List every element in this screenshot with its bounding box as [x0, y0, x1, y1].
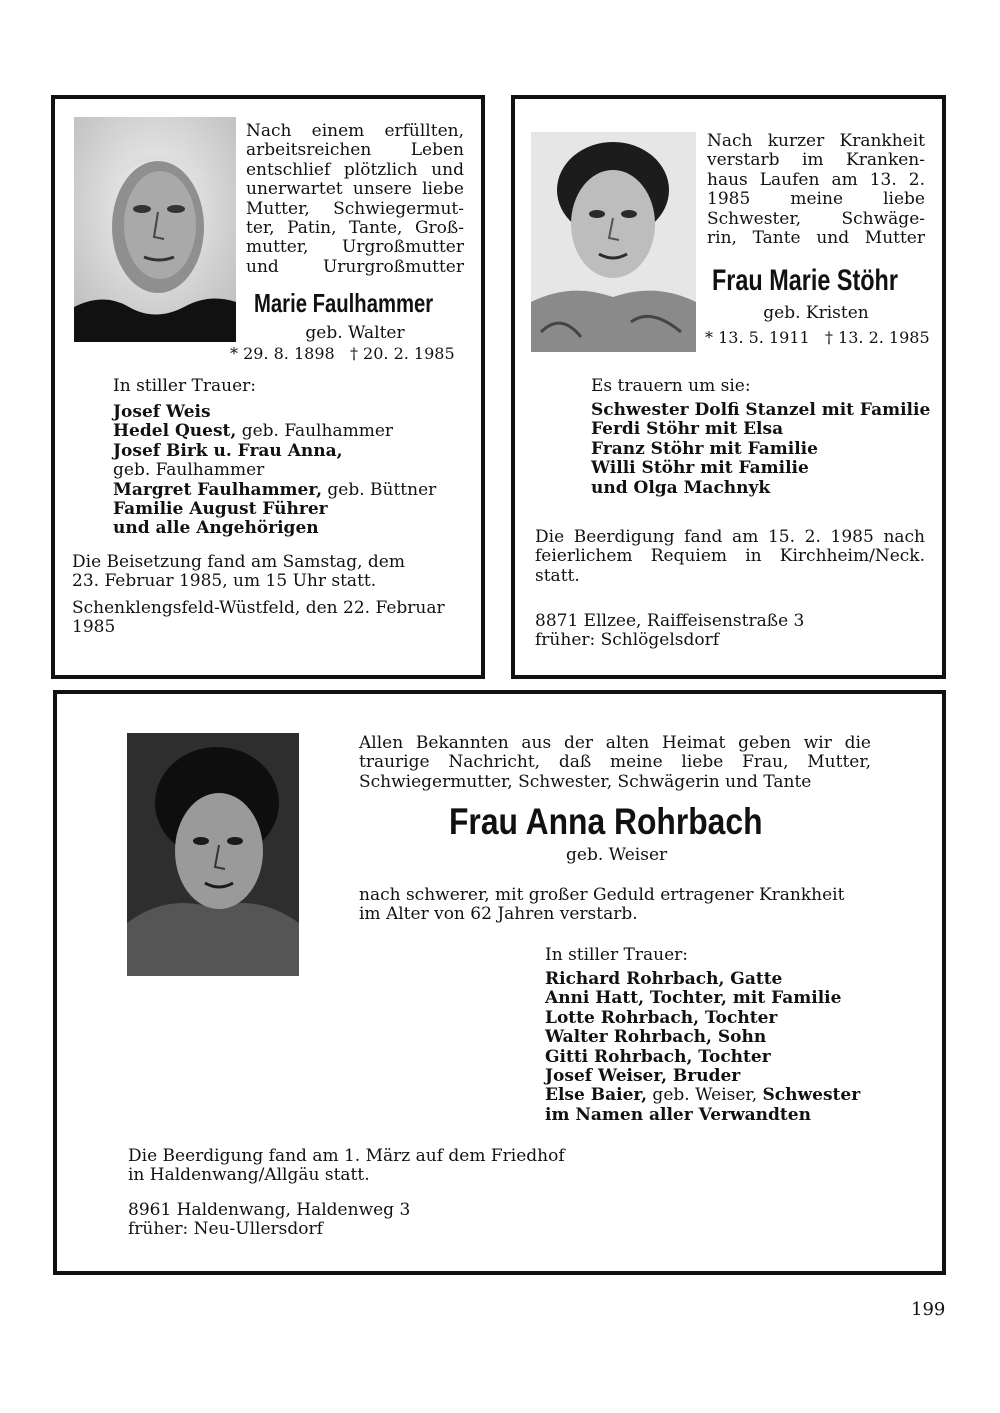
- mourner-line: und alle Angehörigen: [113, 518, 319, 539]
- intro-text: [359, 734, 871, 773]
- place-date-line: Schenklengsfeld-Wüstfeld, den 22. Februar: [72, 598, 445, 618]
- deceased-name: Frau Marie Stöhr: [712, 264, 898, 297]
- funeral-line: feierlichem Requiem in Kirchheim/Neck.: [535, 546, 925, 567]
- mourner-line: Margret Faulhammer, geb. Büttner: [113, 479, 437, 500]
- intro-line: traurige Nachricht, daß meine liebe Frau, Mutter,: [359, 752, 871, 773]
- intro-line: Mutter, Schwiegermut-: [246, 198, 464, 219]
- mourner-line: Anni Hatt, Tochter, mit Familie: [545, 988, 842, 1009]
- place-date-line: 1985: [72, 617, 116, 638]
- birth-name: geb. Kristen: [763, 303, 869, 323]
- intro-line: unerwartet unsere liebe: [246, 179, 464, 200]
- mourner-line: Richard Rohrbach, Gatte: [545, 969, 783, 989]
- intro-line: haus Laufen am 13. 2.: [707, 169, 925, 190]
- funeral-info: [72, 553, 405, 592]
- intro-line: Nach kurzer Krankheit: [707, 131, 925, 151]
- intro-line: rin, Tante und Mutter: [707, 228, 925, 249]
- intro-line: ter, Patin, Tante, Groß-: [246, 218, 464, 239]
- life-dates: * 29. 8. 1898 † 20. 2. 1985: [230, 344, 455, 363]
- deceased-name: Marie Faulhammer: [254, 288, 434, 318]
- funeral-info: [535, 528, 925, 567]
- intro-text: [707, 132, 925, 248]
- mourner-line: Hedel Quest, geb. Faulhammer: [113, 421, 394, 442]
- mourner-line: Josef Weis: [113, 402, 211, 422]
- mourner-line: Willi Stöhr mit Familie: [591, 458, 809, 479]
- birth-name: geb. Walter: [305, 323, 405, 343]
- cause-line: im Alter von 62 Jahren verstarb.: [359, 904, 638, 925]
- mourners-list: [113, 403, 436, 539]
- intro-text: [246, 122, 464, 277]
- intro-line: verstarb im Kranken-: [707, 150, 925, 171]
- birth-name: geb. Weiser: [566, 845, 668, 865]
- portrait-photo-marie-stoehr: [531, 132, 696, 352]
- intro-line: Schwester, Schwäge-: [707, 208, 925, 229]
- mourner-line: und Olga Machnyk: [591, 477, 771, 498]
- mourner-line: im Namen aller Verwandten: [545, 1104, 811, 1125]
- portrait-photo-anna-rohrbach: [127, 733, 299, 976]
- address-line: 8871 Ellzee, Raiffeisenstraße 3: [535, 611, 805, 631]
- mourners-heading: Es trauern um sie:: [591, 376, 751, 396]
- intro-line: entschlief plötzlich und: [246, 159, 464, 180]
- address-line: 8961 Haldenwang, Haldenweg 3: [128, 1200, 411, 1220]
- funeral-line: Die Beerdigung fand am 1. März auf dem Friedhof: [128, 1146, 565, 1166]
- cause-text: [359, 886, 844, 925]
- funeral-line: in Haldenwang/Allgäu statt.: [128, 1165, 370, 1186]
- intro-line: 1985 meine liebe: [707, 189, 925, 210]
- intro-line: Nach einem erfüllten,: [246, 121, 464, 141]
- funeral-line: Die Beisetzung fand am Samstag, dem: [72, 552, 405, 572]
- life-dates: * 13. 5. 1911 † 13. 2. 1985: [705, 328, 930, 347]
- funeral-info-end: statt.: [535, 566, 580, 586]
- mourner-line: geb. Faulhammer: [113, 460, 265, 481]
- address-line: früher: Neu-Ullersdorf: [128, 1219, 323, 1240]
- address: [128, 1201, 410, 1240]
- address: [535, 612, 804, 651]
- mourner-line: Lotte Rohrbach, Tochter: [545, 1007, 778, 1028]
- mourner-line: Josef Weiser, Bruder: [545, 1066, 741, 1087]
- mourner-line: Franz Stöhr mit Familie: [591, 438, 818, 459]
- mourner-line: Schwester Dolfi Stanzel mit Familie: [591, 400, 931, 420]
- funeral-line: 23. Februar 1985, um 15 Uhr statt.: [72, 571, 377, 592]
- place-date: [72, 599, 445, 638]
- page-number: 199: [911, 1299, 946, 1320]
- mourner-line: Ferdi Stöhr mit Elsa: [591, 419, 784, 440]
- funeral-line: Die Beerdigung fand am 15. 2. 1985 nach: [535, 527, 925, 547]
- funeral-info: [128, 1147, 565, 1186]
- portrait-photo-marie-faulhammer: [74, 117, 236, 342]
- intro-line: Allen Bekannten aus der alten Heimat geben wir die: [359, 733, 871, 753]
- mourners-heading: In stiller Trauer:: [113, 376, 256, 396]
- mourner-line: Josef Birk u. Frau Anna,: [113, 440, 343, 461]
- deceased-name: Frau Anna Rohrbach: [449, 801, 763, 842]
- mourner-line: Else Baier, geb. Weiser, Schwester: [545, 1085, 861, 1106]
- mourner-line: Familie August Führer: [113, 499, 328, 520]
- mourners-list: [591, 401, 930, 498]
- intro-line: mutter, Urgroßmutter: [246, 237, 464, 258]
- mourner-line: Walter Rohrbach, Sohn: [545, 1027, 767, 1048]
- intro-line: arbeitsreichen Leben: [246, 140, 464, 161]
- mourners-heading: In stiller Trauer:: [545, 945, 688, 965]
- cause-line: nach schwerer, mit großer Geduld ertragener Krankheit: [359, 885, 845, 905]
- mourner-line: Gitti Rohrbach, Tochter: [545, 1046, 771, 1067]
- intro-line: und Ururgroßmutter: [246, 256, 464, 277]
- address-line: früher: Schlögelsdorf: [535, 630, 720, 651]
- intro-text-end: Schwiegermutter, Schwester, Schwägerin und Tante: [359, 772, 812, 792]
- mourners-list: [545, 970, 860, 1125]
